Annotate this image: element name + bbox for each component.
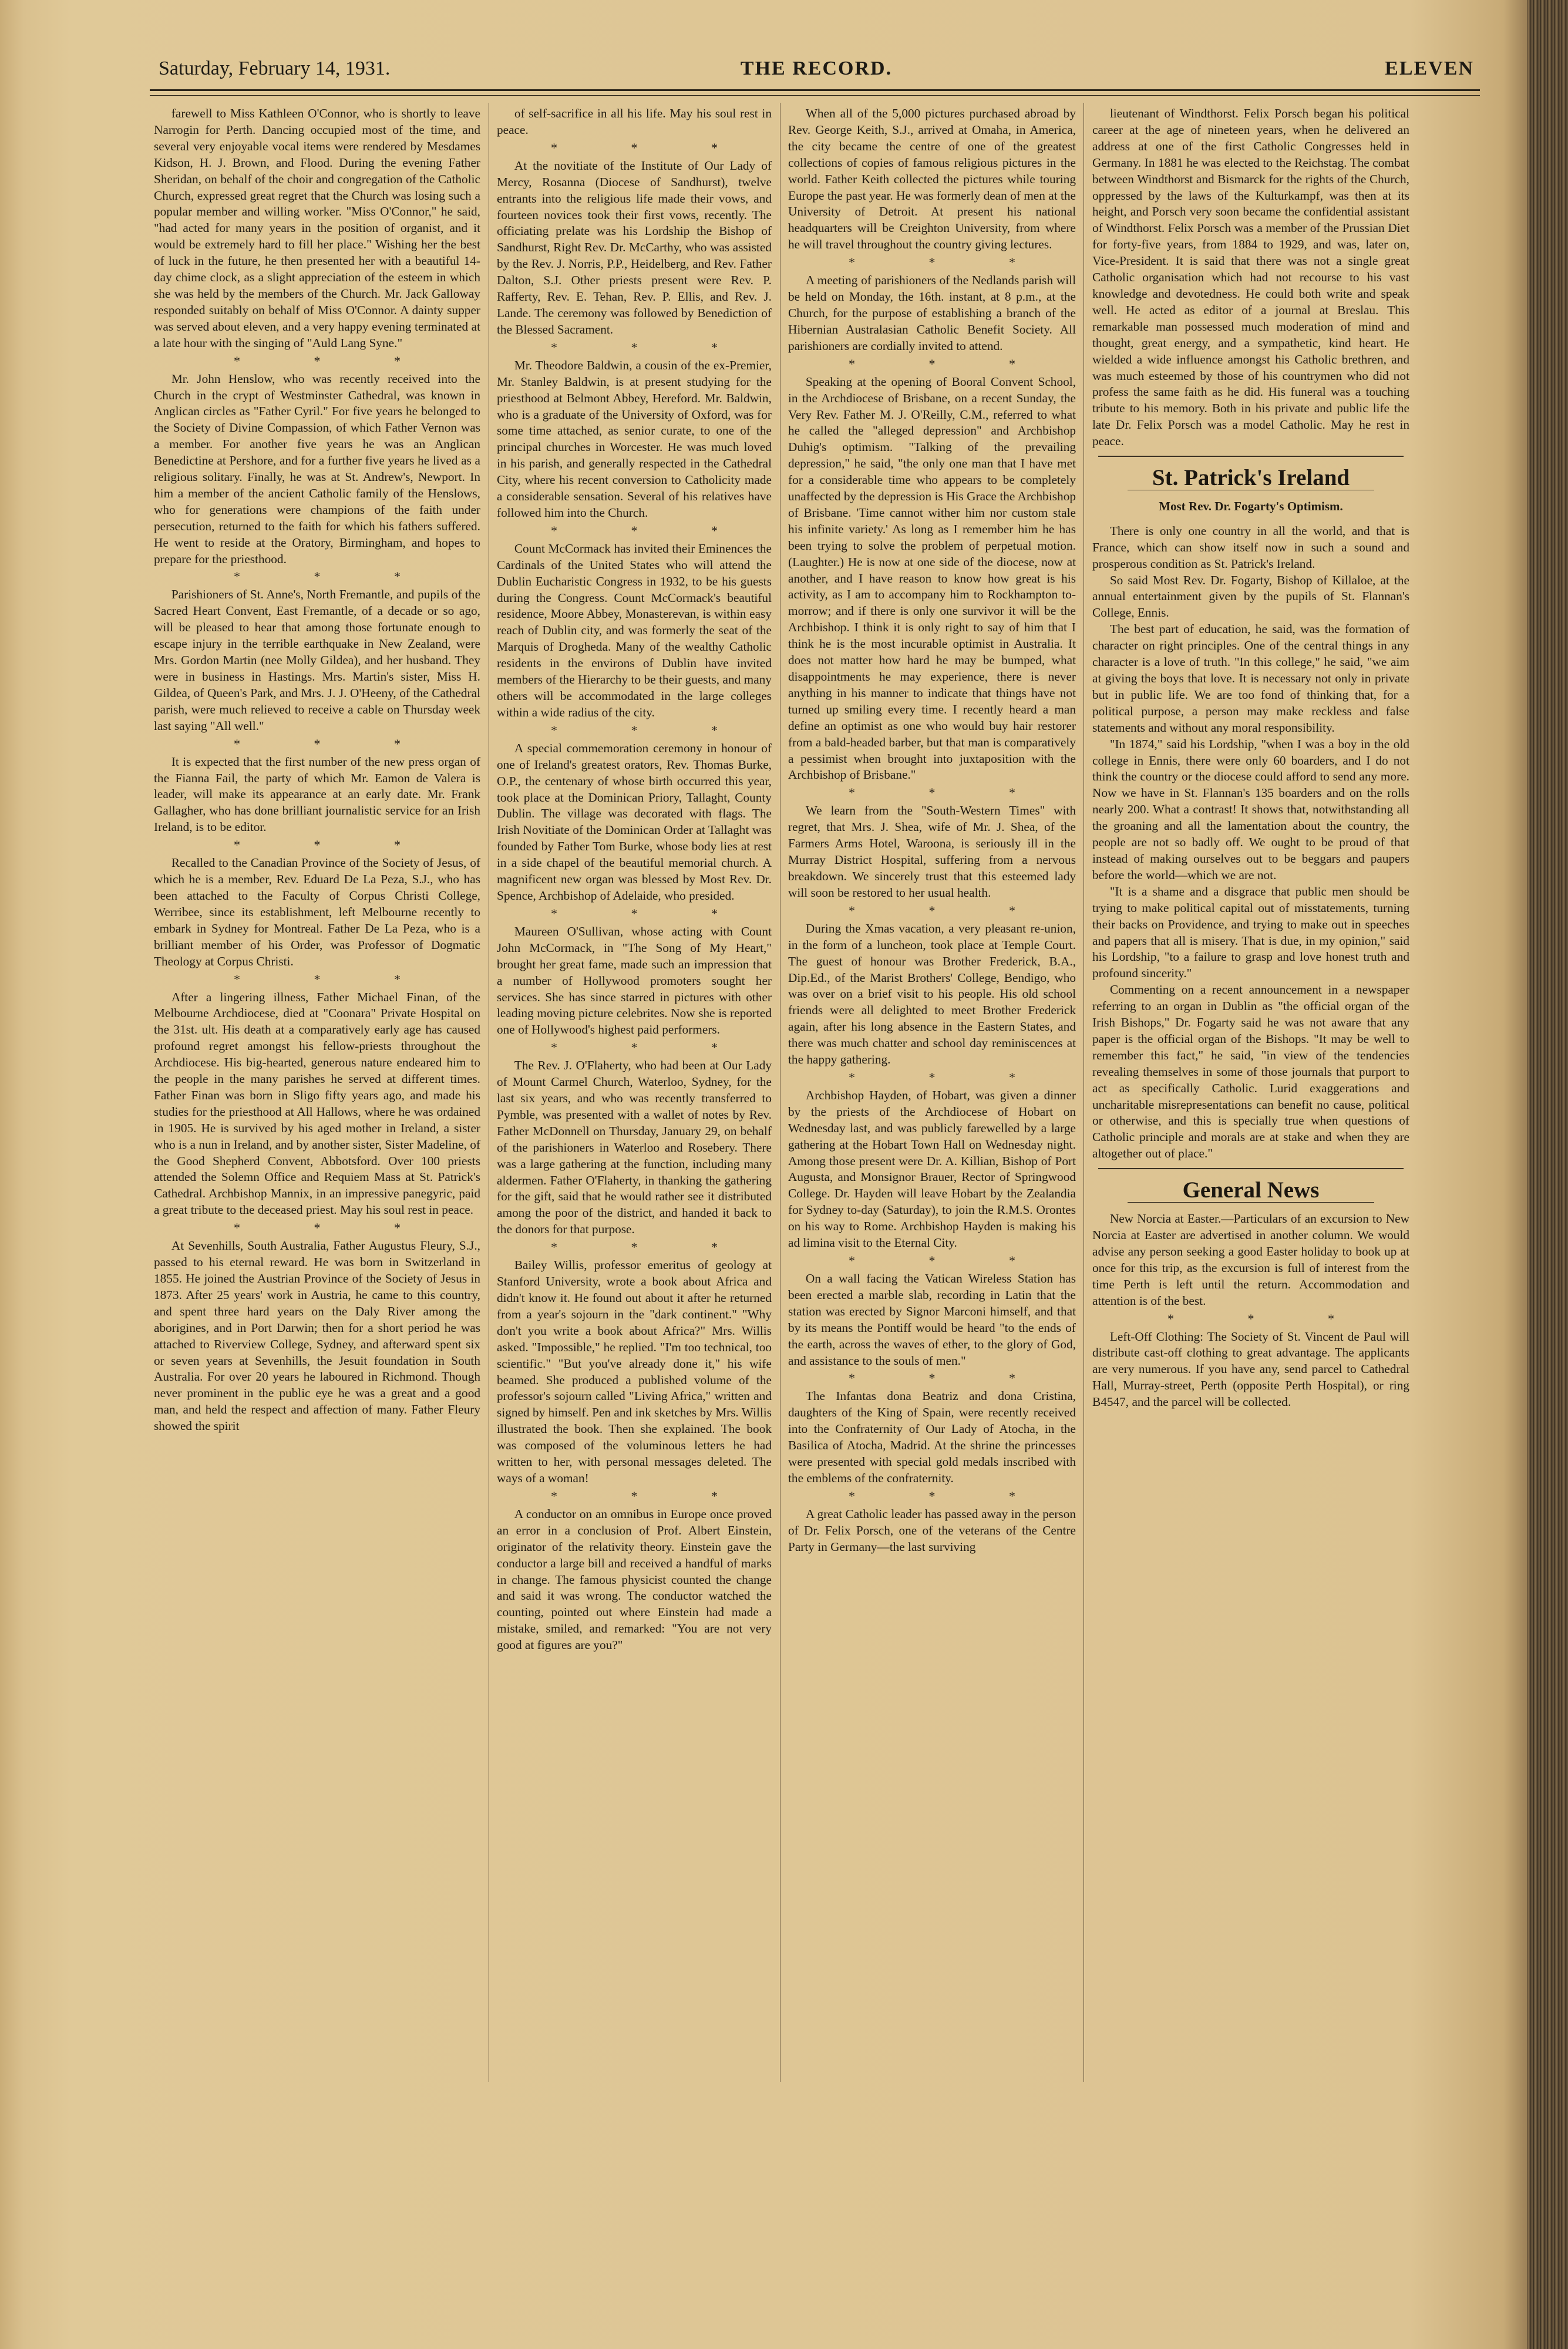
section-rule <box>1098 1168 1404 1169</box>
news-paragraph: After a lingering illness, Father Michael Finan, of the Melbourne Archdiocese, died at "Coonara" Private Hospital on the 31st. ult. His death at a comparatively early age has caused profound regret amongst his fellow-priests throughout the Archdiocese. His big-hearted, generous nature endeared him to the people in the many parishes he served at different times. Father Finan was born in Sligo fifty years ago, and made his studies for the priesthood at All Hallows, where he was ordained in 1905. He is survived by his aged mother in Ireland, a sister who is a nun in Ireland, and by another sister, Sister Madeline, of the Good Shepherd Convent, Abbotsford. Over 100 priests attended the Solemn Office and Requiem Mass at St. Patrick's Cathedral. Archbishop Mannix, in an impressive panegyric, paid a great tribute to the deceased priest. May his soul rest in peace. <box>154 990 480 1217</box>
news-paragraph: Archbishop Hayden, of Hobart, was given a dinner by the priests of the Archdiocese of Hobart on Wednesday last, and was publicly farewelled by a large gathering at the Hobart Town Hall on Wednesday night. Among those present were Dr. A. Killian, Bishop of Port Augusta, and Monsignor Brauer, Rector of Springwood College. Dr. Hayden will leave Hobart by the Zealandia for Sydney to-day (Saturday), to join the R.M.S. Orontes on his way to Rome. Archbishop Hayden is making his ad limina visit to the Eternal City. <box>788 1088 1076 1250</box>
section-separator-stars: * * * <box>551 722 753 738</box>
news-paragraph: The Infantas dona Beatriz and dona Cristina, daughters of the King of Spain, were recently received into the Confraternity of Our Lady of Atocha, in the Basilica of Atocha, Madrid. At the shrine the princesses were presented with special gold medals inscribed with the emblems of the confraternity. <box>788 1389 1076 1485</box>
news-paragraph: Left-Off Clothing: The Society of St. Vincent de Paul will distribute cast-off clothing to great advantage. The applicants are very numerous. If you have any, send parcel to Cathedral Hall, Murray-street, Perth (opposite Perth Hospital), or ring B4547, and the parcel will be collected. <box>1092 1329 1409 1409</box>
newspaper-title: THE RECORD. <box>740 58 893 79</box>
news-paragraph: When all of the 5,000 pictures purchased abroad by Rev. George Keith, S.J., arrived at Omaha, in America, the city became the centre of one of the greatest collections of copies of famous religious pictures in the world. Father Keith collected the pictures while touring Europe the past year. He was formerly dean of men at the University of Detroit. At present his national headquarters will be Creighton University, from where he will travel throughout the country giving lectures. <box>788 106 1076 252</box>
news-paragraph: Mr. John Henslow, who was recently received into the Church in the crypt of Westminster Cathedral, was known in Anglican circles as "Father Cyril." For five years he belonged to the Society of Divine Compassion, of which Father Vernon was a member. For another five years he was an Anglican Benedictine at Pershore, and for a further five years he lived as a religious solitary. Finally, he was at St. Andrew's, Newport. In him a member of the ancient Catholic family of the Henslows, who for generations were champions of the faith under persecution, returned to the faith for which his fathers suffered. He went to reside at the Oratory, Birmingham, and hopes to prepare for the priesthood. <box>154 371 480 566</box>
section-separator-stars: * * * <box>234 971 436 987</box>
issue-date: Saturday, February 14, 1931. <box>159 58 391 79</box>
binding-spine <box>1527 0 1568 2349</box>
section-separator-stars: * * * <box>551 140 753 155</box>
article-column-2 <box>497 106 772 2079</box>
section-separator-stars: * * * <box>849 1253 1051 1268</box>
page-header <box>159 53 1474 88</box>
news-paragraph: It is expected that the first number of the new press organ of the Fianna Fail, the party of which Mr. Eamon de Valera is leader, will make its appearance at an early date. Mr. Frank Gallagher, who has done brilliant journalistic service for an Irish Ireland, is to be editor. <box>154 754 480 834</box>
section-separator-stars: * * * <box>1167 1311 1370 1326</box>
news-paragraph: On a wall facing the Vatican Wireless Station has been erected a marble slab, recording in Latin that the station was erected by Signor Marconi himself, and that by its means the Pontiff would be heard "to the ends of the earth, across the waves of ether, to the glory of God, and assistance to the souls of men." <box>788 1271 1076 1368</box>
header-rule-thin <box>150 95 1480 96</box>
section-separator-stars: * * * <box>234 353 436 368</box>
news-paragraph: The best part of education, he said, was the formation of character on right principles. One of the central things in any character is a love of truth. "In this college," he said, "we aim at giving the boys that love. It is necessary not only in private but in public life. We are too fond of thinking that, for a political purpose, a person may make reckless and false statements and without any moral responsibility. <box>1092 622 1409 735</box>
news-paragraph: Speaking at the opening of Booral Convent School, in the Archdiocese of Brisbane, on a recent Sunday, the Very Rev. Father M. J. O'Reilly, C.M., referred to what he called the "alleged depression" and Archbishop Duhig's optimism. "Talking of the prevailing depression," he said, "the only one man that I have met for a considerable time who appears to be completely unaffected by the depression is His Grace the Archbishop of Brisbane. 'Time cannot wither him nor custom stale his infinite variety.' As long as I remember him he has been trying to solve the problem of perpetual motion. (Laughter.) He is now at one side of the diocese, now at another, and I have reason to know how great is his activity, as I am to accompany him to Rockhampton to-morrow; and if there is only one survivor it will be the Archbishop. I think it is only right to say of him that I think he is the most incurable optimist in Australia. It does not matter how hard he may be bumped, what disappointments he may experience, there is never anything in his manner to indicate that things have not turned up smiling every time. I recently heard a man define an optimist as one who would buy hair restorer from a bald-headed barber, but that man is comparatively a pessimist when brought into juxtaposition with the Archbishop of Brisbane." <box>788 374 1076 782</box>
section-separator-stars: * * * <box>551 339 753 355</box>
news-paragraph: Parishioners of St. Anne's, North Fremantle, and pupils of the Sacred Heart Convent, East Fremantle, of a decade or so ago, will be pleased to hear that among those fortunate enough to escape injury in the terrible earthquake in New Zealand, were Mrs. Gordon Martin (nee Molly Gildea), and her husband. They were in business in Hastings. Mrs. Martin's sister, Miss H. Gildea, of Queen's Park, and Mrs. J. J. O'Heeny, of the Cathedral parish, were much relieved to receive a cable on Thursday week last saying "All well." <box>154 587 480 733</box>
section-heading: St. Patrick's Ireland <box>1152 465 1350 491</box>
section-separator-stars: * * * <box>234 569 436 584</box>
section-separator-stars: * * * <box>551 1240 753 1255</box>
section-separator-stars: * * * <box>551 1488 753 1503</box>
news-paragraph: Bailey Willis, professor emeritus of geology at Stanford University, wrote a book about Africa and didn't know it. He found out about it after he returned from a year's sojourn in the "dark continent." "Why don't you write a book about Africa?" Mrs. Willis asked. "Impossible," he replied. "I'm too technical, too scientific." "But you've already done it," his wife beamed. She produced a published volume of the professor's sojourn called "Living Africa," written and signed by himself. Pen and ink sketches by Mrs. Willis illustrated the book. Then she explained. The book was composed of the voluminous letters he had written to her, with personal messages deleted. The ways of a woman! <box>497 1258 772 1485</box>
news-paragraph: Recalled to the Canadian Province of the Society of Jesus, of which he is a member, Rev. Eduard De La Peza, S.J., who has been attached to the Faculty of Corpus Christi College, Werribee, since its establishment, left Melbourne recently to embark in Sydney for Montreal. Father De La Peza, who is a brilliant member of his Order, was Professor of Dogmatic Theology at Corpus Christi. <box>154 856 480 968</box>
news-paragraph: A meeting of parishioners of the Nedlands parish will be held on Monday, the 16th. instant, at 8 p.m., at the Church, for the purpose of establishing a branch of the Hibernian Australasian Catholic Benefit Society. All parishioners are cordially invited to attend. <box>788 273 1076 353</box>
section-rule <box>1098 456 1404 457</box>
news-paragraph: There is only one country in all the world, and that is France, which can show itself now in such a sound and prosperous condition as St. Patrick's Ireland. <box>1092 523 1409 571</box>
news-paragraph: At Sevenhills, South Australia, Father Augustus Fleury, S.J., passed to his eternal reward. He was born in Switzerland in 1855. He joined the Austrian Province of the Society of Jesus in 1873. After 25 years' work in Austria, he came to this country, and spent three hard years on the Daly River among the aborigines, and in Port Darwin; then for a short period he was attached to Riverview College, Sydney, and afterward spent six or seven years at Sevenhills, the Jesuit foundation in South Australia. For over 20 years he laboured in Richmond. Though never prominent in the public eye he was a great and a good man, and held the respect and affection of many. Father Fleury showed the spirit <box>154 1239 480 1433</box>
news-paragraph: We learn from the "South-Western Times" with regret, that Mrs. J. Shea, wife of Mr. J. Shea, of the Farmers Arms Hotel, Waroona, is seriously ill in the Murray District Hospital, suffering from a nervous breakdown. We sincerely trust that this esteemed lady will soon be restored to her usual health. <box>788 803 1076 900</box>
section-separator-stars: * * * <box>849 1371 1051 1386</box>
news-paragraph: "It is a shame and a disgrace that public men should be trying to make political capital out of misstatements, turning their backs on Providence, and trying to make out in speeches and papers that all is misery. That is due, in my opinion," said his Lordship, "to a failure to grasp and love honest truth and profound sincerity." <box>1092 884 1409 981</box>
article-column-4 <box>1092 106 1409 2079</box>
section-separator-stars: * * * <box>849 903 1051 918</box>
section-separator-stars: * * * <box>849 1069 1051 1085</box>
section-separator-stars: * * * <box>849 785 1051 800</box>
news-paragraph: A conductor on an omnibus in Europe once proved an error in a conclusion of Prof. Albert Einstein, originator of the relativity theory. Einstein gave the conductor a large bill and received a handful of marks in change. The famous physicist counted the change and said it was wrong. The conductor watched the counting, pointed out where Einstein had made a mistake, smiled, and remarked: "You are not very good at figures are you?" <box>497 1506 772 1653</box>
section-separator-stars: * * * <box>234 736 436 751</box>
section-separator-stars: * * * <box>849 1488 1051 1503</box>
page-number: ELEVEN <box>1385 58 1474 79</box>
news-paragraph: Count McCormack has invited their Eminences the Cardinals of the United States who will attend the Dublin Eucharistic Congress in 1932, to be his guests during the Congress. Count McCormack's beautiful residence, Moore Abbey, Monasterevan, is within easy reach of Dublin city, and was formerly the seat of the Marquis of Drogheda. Many of the wealthy Catholic residents in the environs of Dublin have invited members of the Hierarchy to be their guests, and many others will be accommodated in the large colleges within a wide radius of the city. <box>497 541 772 719</box>
news-paragraph: At the novitiate of the Institute of Our Lady of Mercy, Rosanna (Diocese of Sandhurst), twelve entrants into the religious life made their vows, and fourteen novices took their first vows, recently. The officiating prelate was his Lordship the Bishop of Sandhurst, Right Rev. Dr. McCarthy, who was assisted by the Rev. J. Norris, P.P., Heidelberg, and Rev. Father Dalton, S.J. Other priests present were Rev. P. Rafferty, Rev. E. Tehan, Rev. P. Ellis, and Rev. J. Lande. The ceremony was followed by Benediction of the Blessed Sacrament. <box>497 158 772 336</box>
news-paragraph: A great Catholic leader has passed away in the person of Dr. Felix Porsch, one of the veterans of the Centre Party in Germany—the last surviving <box>788 1506 1076 1554</box>
news-paragraph: "In 1874," said his Lordship, "when I was a boy in the old college in Ennis, there were only 60 boarders, and I do not think the country or the diocese could afford to send any more. Now we have in St. Flannan's 135 boarders and on the rolls nearly 200. What a contrast! It shows that, notwithstanding all the groaning and all the lamentation about the country, the people are not so badly off. We ought to be proud of that instead of making ourselves out to be beggars and paupers before the world—which we are not. <box>1092 736 1409 882</box>
news-paragraph: farewell to Miss Kathleen O'Connor, who is shortly to leave Narrogin for Perth. Dancing occupied most of the time, and several very enjoyable vocal items were rendered by Mesdames Kidson, H. J. Brown, and Flood. During the evening Father Sheridan, on behalf of the choir and congregation of the Catholic Church, expressed great regret that the Church was losing such a popular member and willing worker. "Miss O'Connor," he said, "had acted for many years in the position of organist, and it would be extremely hard to fill her place." Wishing her the best of luck in the future, he then presented her with a beautiful 14-day chime clock, as a slight appreciation of the esteem in which she was held by the members of the Church. Mr. Jack Galloway responded suitably on behalf of Miss O'Connor. A dainty supper was served about eleven, and a very happy evening terminated at a late hour with the singing of "Auld Lang Syne." <box>154 106 480 350</box>
section-separator-stars: * * * <box>849 356 1051 371</box>
section-heading: General News <box>1182 1177 1320 1203</box>
article-column-3 <box>788 106 1076 2079</box>
section-separator-stars: * * * <box>551 1040 753 1055</box>
article-column-1 <box>154 106 480 2079</box>
news-paragraph: Mr. Theodore Baldwin, a cousin of the ex-Premier, Mr. Stanley Baldwin, is at present studying for the priesthood at Belmont Abbey, Hereford. Mr. Baldwin, who is a graduate of the University of Oxford, was for some time attached, as senior curate, to one of the principal churches in Worcester. He was much loved in his parish, and generally respected in the Cathedral City, where his recent conversion to Catholicity made a considerable sensation. Several of his relatives have followed him into the Church. <box>497 358 772 520</box>
section-separator-stars: * * * <box>551 906 753 921</box>
news-paragraph: During the Xmas vacation, a very pleasant re-union, in the form of a luncheon, took place at Temple Court. The guest of honour was Brother Frederick, B.A., Dip.Ed., of the Marist Brothers' College, Bendigo, who was over on a brief visit to his people. His old school friends were all delighted to meet Brother Frederick again, after his long absence in the Eastern States, and there was much chatter and school day reminiscences at the happy gathering. <box>788 921 1076 1067</box>
news-paragraph: Commenting on a recent announcement in a newspaper referring to an organ in Dublin as "the official organ of the Irish Bishops," Dr. Fogarty said he was not aware that any paper is the official organ of the Bishops. "It may be well to remember this fact," he said, "in view of the tendencies revealing themselves in some of those journals that purport to act as specifically Catholic. Lurid exaggerations and uncharitable misrepresentations can benefit no cause, political or otherwise, and this is specially true when questions of Catholic principle and morals are at stake and when they are altogether out of place." <box>1092 982 1409 1161</box>
news-paragraph: Maureen O'Sullivan, whose acting with Count John McCormack, in "The Song of My Heart," brought her great fame, made such an impression that a number of Hollywood promoters sought her services. She has since starred in pictures with other leading moving picture celebrites. Now she is reported one of Hollywood's highest paid performers. <box>497 924 772 1037</box>
news-paragraph: So said Most Rev. Dr. Fogarty, Bishop of Killaloe, at the annual entertainment given by the pupils of St. Flannan's College, Ennis. <box>1092 573 1409 620</box>
news-paragraph: New Norcia at Easter.—Particulars of an excursion to New Norcia at Easter are advertised in another column. We would advise any person seeking a good Easter holiday to book up at once for this trip, as the excursion is full of interest from the time Perth is left until the return. Accommodation and attention is of the best. <box>1092 1211 1409 1308</box>
news-paragraph: A special commemoration ceremony in honour of one of Ireland's greatest orators, Rev. Thomas Burke, O.P., the centenary of whose birth occurred this year, took place at the Dominican Priory, Tallaght, County Dublin. The village was decorated with flags. The Irish Novitiate of the Dominican Order at Tallaght was founded by Father Tom Burke, whose body lies at rest in a side chapel of the beautiful memorial church. A magnificent new organ was blessed by Most Rev. Dr. Spence, Archbishop of Adelaide, who presided. <box>497 741 772 903</box>
news-paragraph: lieutenant of Windthorst. Felix Porsch began his political career at the age of nineteen years, when he delivered an address at one of the first Catholic Congresses held in Germany. In 1881 he was elected to the Reichstag. The combat between Windthorst and Bismarck for the rights of the Church, oppressed by the laws of the Kulturkampf, was then at its height, and Porsch very soon became the confidential assistant of Windthorst. Felix Porsch was a member of the Prussian Diet for forty-five years, from 1884 to 1929, and was, later on, Vice-President. It is said that there was not a single great Catholic organisation which had not recourse to his vast knowledge and devotedness. He could both write and speak well. He acted as editor of a journal at Breslau. This remarkable man possessed much moderation of mind and thought, great energy, and a sympathetic, kind heart. He wielded a wide influence amongst his Catholic brethren, and was much esteemed by those of his countrymen who did not profess the same faith as he did. His funeral was a touching tribute to his memory. Both in his private and public life the late Dr. Felix Porsch was a model Catholic. May he rest in peace. <box>1092 106 1409 449</box>
header-rule <box>150 89 1480 91</box>
section-separator-stars: * * * <box>551 523 753 538</box>
section-subheading: Most Rev. Dr. Fogarty's Optimism. <box>1159 499 1343 513</box>
section-separator-stars: * * * <box>234 1220 436 1236</box>
news-paragraph: The Rev. J. O'Flaherty, who had been at Our Lady of Mount Carmel Church, Waterloo, Sydney, for the last six years, and who was recently transferred to Pymble, was presented with a wallet of notes by Rev. Father McDonnell on Thursday, January 29, on behalf of the parishioners in Waterloo and Rosebery. There was a large gathering at the function, including many aldermen. Father O'Flaherty, in thanking the gathering for the gift, said that he would rather see it distributed among the poor of the district, and handed it back to the donors for that purpose. <box>497 1058 772 1237</box>
news-paragraph: of self-sacrifice in all his life. May his soul rest in peace. <box>497 106 772 137</box>
section-separator-stars: * * * <box>234 837 436 853</box>
section-separator-stars: * * * <box>849 255 1051 270</box>
